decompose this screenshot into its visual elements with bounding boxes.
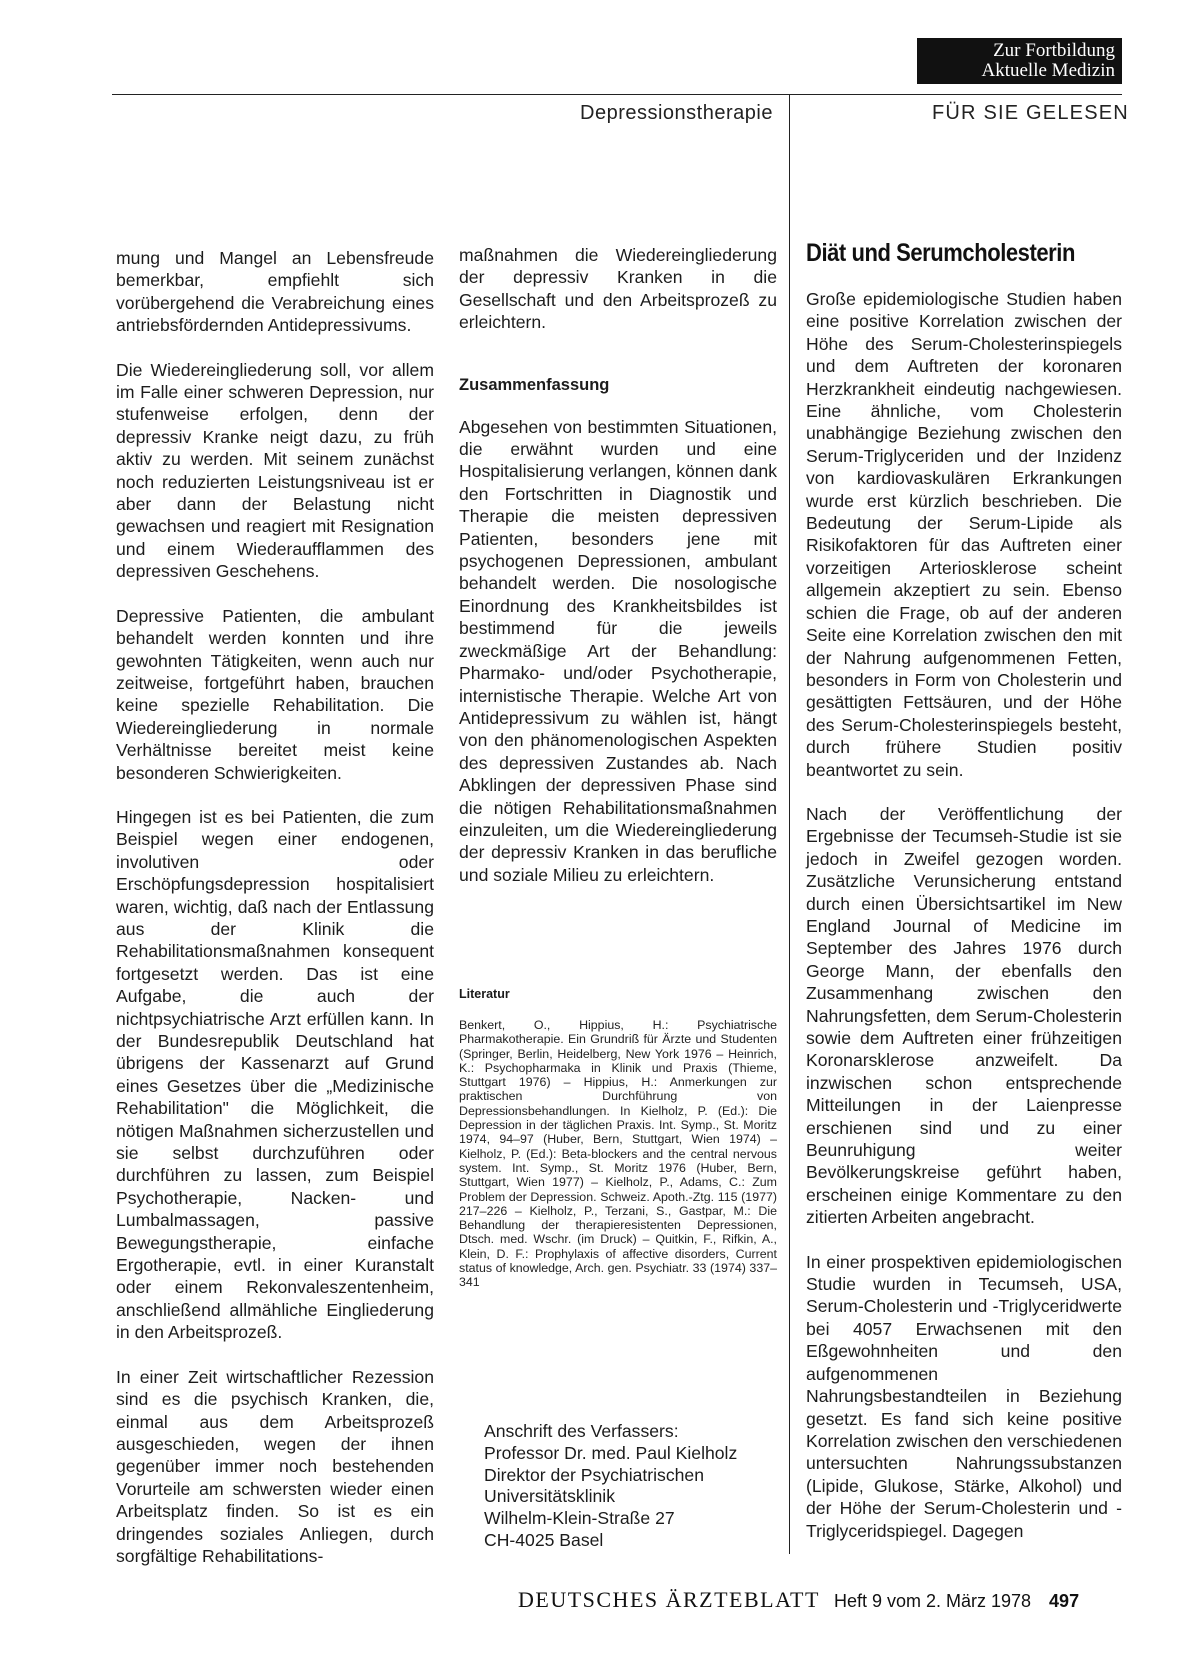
paragraph: maßnahmen die Wiedereingliederung der depressiv Kranken in die Gesellschaft und den Arbeitsprozeß zu erleichtern. [459,245,777,333]
page-number: 497 [1049,1591,1080,1611]
paragraph: Hingegen ist es bei Patienten, die zum Beispiel wegen einer endogenen, involutiven oder Erschöpfungsdepression hospitalisiert waren, wichtig, daß nach der Entlassung aus der Klinik die Rehabilitationsmaßnahmen konsequent fortgesetzt werden. Das ist eine Aufgabe, die auch der nichtpsychiatrische Arzt erfüllen kann. In der Bundesrepublik Deutschland hat übrigens der Kassenarzt auf Grund eines Gesetzes über die „Medizinische Rehabilitation" die Möglichkeit, die nötigen Maßnahmen sicherzustellen und sie selbst durchzuführen oder durchführen zu lassen, zum Beispiel Psychotherapie, Nacken- und Lumbalmassagen, passive Bewegungstherapie, einfache Ergotherapie, evtl. in einer Kuranstalt oder einem Rekonvaleszentenheim, anschließend allmähliche Eingliederung in den Arbeitsprozeß. [116,806,434,1343]
paragraph: In einer Zeit wirtschaftlicher Rezession sind es die psychisch Kranken, die, einmal aus dem Arbeitsprozeß ausgeschieden, wegen der ihnen gegenüber immer noch bestehenden Vorurteile am schwersten wieder einen Arbeitsplatz finden. So ist es ein dringendes soziales Anliegen, durch sorgfältige Rehabilitations- [116,1366,434,1566]
literature-heading: Literatur [459,987,510,1001]
badge-line-1: Zur Fortbildung [993,40,1115,61]
address-line: Universitätsklinik [484,1486,616,1507]
author-address [484,1421,784,1552]
section-heading-right: FÜR SIE GELESEN [932,102,1129,124]
column-divider [789,94,790,1554]
page-footer [518,1587,1079,1613]
address-line: Direktor der Psychiatrischen [484,1464,704,1485]
summary-heading: Zusammenfassung [459,375,610,394]
issue-info: Heft 9 vom 2. März 1978 [833,1591,1032,1611]
badge-line-2: Aktuelle Medizin [981,60,1115,81]
paragraph: Die Wiedereingliederung soll, vor allem im Falle einer schweren Depression, nur stufenweise erfolgen, denn der depressiv Kranke neigt dazu, zu früh aktiv zu werden. Mit seinem zunächst noch reduzierten Leistungsniveau ist er aber dann der Belastung nicht gewachsen und reagiert mit Resignation und einem Wiederaufflammen des depressiven Geschehens. [116,359,434,582]
column-2 [459,244,777,886]
paragraph: Nach der Veröffentlichung der Ergebnisse der Tecumseh-Studie ist sie jedoch in Zweifel gezogen worden. Zusätzliche Verunsicherung entstand durch einen Übersichtsartikel im New England Journal of Medicine im September des Jahres 1976 durch George Mann, der ebenfalls den Zusammenhang zwischen den Nahrungsfetten, dem Serum-Cholesterin sowie dem Auftreten einer frühzeitigen Koronarsklerose anzweifelt. Da inzwischen schon entsprechende Mitteilungen in der Laienpresse erschienen sind und zu einer Beunruhigung weiter Bevölkerungskreise geführt haben, erscheinen einige Kommentare zu den zitierten Arbeiten angebracht. [806,803,1122,1228]
address-line: CH-4025 Basel [484,1529,604,1550]
paragraph: Große epidemiologische Studien haben eine positive Korrelation zwischen der Höhe des Serum-Cholesterinspiegels und dem Auftreten der koronaren Herzkrankheit eindeutig nachgewiesen. Eine ähnliche, vom Cholesterin unabhängige Beziehung zwischen den Serum-Triglyceriden und der Inzidenz von kardiovaskulären Erkrankungen wurde erst kürzlich beschrieben. Die Bedeutung der Serum-Lipide als Risikofaktoren für das Auftreten einer vorzeitigen Arteriosklerose scheint allgemein akzeptiert zu sein. Ebenso schien die Frage, ob auf der anderen Seite eine Korrelation zwischen den mit der Nahrung aufgenommenen Fetten, besonders in Form von Cholesterin und gesättigten Fettsäuren, und der Höhe des Serum-Cholesterinspiegels besteht, durch frühere Studien positiv beantwortet zu sein. [806,289,1122,780]
paragraph: Depressive Patienten, die ambulant behandelt werden konnten und ihre gewohnten Tätigkeiten, wenn auch nur zeitweise, fortgeführt haben, brauchen keine spezielle Rehabilitation. Die Wiedereingliederung in normale Verhältnisse bereitet meist keine besonderen Schwierigkeiten. [116,605,434,783]
paragraph: In einer prospektiven epidemiologischen Studie wurden in Tecumseh, USA, Serum-Cholesterin und -Triglyceridwerte bei 4057 Erwachsenen mit den Eßgewohnheiten und den aufgenommenen Nahrungsbestandteilen in Beziehung gesetzt. Es fand sich keine positive Korrelation zwischen den verschiedenen untersuchten Nahrungssubstanzen (Lipide, Glukose, Stärke, Alkohol) und der Höhe der Serum-Cholesterin und -Triglyceridspiegel. Dagegen [806,1251,1122,1541]
literature-list: Benkert, O., Hippius, H.: Psychiatrische Pharmakotherapie. Ein Grundriß für Ärzte und Studenten (Springer, Berlin, Heidelberg, New York 1976 – Heinrich, K.: Psychopharmaka in Klinik und Praxis (Thieme, Stuttgart 1976) – Hippius, H.: Anmerkungen zur praktischen Durchführung von Depressionsbehandlungen. In Kielholz, P. (Ed.): Die Depression in der täglichen Praxis. Int. Symp., St. Moritz 1974, 94–97 (Huber, Bern, Stuttgart, Wien 1974) – Kielholz, P. (Ed.): Beta-blockers and the central nervous system. Int. Symp., St. Moritz 1976 (Huber, Bern, Stuttgart, Wien 1977) – Kielholz, P., Adams, C.: Zum Problem der Depression. Schweiz. Apoth.-Ztg. 115 (1977) 217–226 – Kielholz, P., Terzani, S., Gastpar, M.: Die Behandlung der therapieresistenten Depressionen, Dtsch. med. Wschr. (im Druck) – Quitkin, F., Rifkin, A., Klein, D. F.: Prophylaxis of affective disorders, Current status of knowledge, Arch. gen. Psychiatr. 33 (1974) 337–341 [459,1018,777,1290]
column-3 [806,288,1122,1542]
section-heading-left: Depressionstherapie [580,102,773,124]
address-line: Wilhelm-Klein-Straße 27 [484,1508,675,1529]
article-title: Diät und Serumcholesterin [806,239,1075,267]
section-badge [917,38,1122,84]
summary-paragraph: Abgesehen von bestimmten Situationen, die erwähnt wurden und eine Hospitalisierung verlangen, können dank den Fortschritten in Diagnostik und Therapie die meisten depressiven Patienten, besonders jene mit psychogenen Depressionen, ambulant behandelt werden. Die nosologische Einordnung des Krankheitsbildes ist bestimmend für die jeweils zweckmäßige Art der Behandlung: Pharmako- und/oder Psychotherapie, internistische Therapie. Welche Art von Antidepressivum zu wählen ist, hängt von den phänomenologischen Aspekten des depressiven Zustandes ab. Nach Abklingen der depressiven Phase sind die nötigen Rehabilitationsmaßnahmen einzuleiten, um die Wiedereingliederung der depressiv Kranken in das berufliche und soziale Milieu zu erleichtern. [459,416,777,885]
journal-name: DEUTSCHES ÄRZTEBLATT [518,1587,820,1612]
address-line: Professor Dr. med. Paul Kielholz [484,1442,738,1463]
address-line: Anschrift des Verfassers: [484,1421,679,1441]
top-rule [112,94,1122,95]
paragraph: mung und Mangel an Lebensfreude bemerkbar, empfiehlt sich vorübergehend die Verabreichung eines antriebsfördernden Antidepressivums. [116,248,434,336]
column-1 [116,247,434,1567]
